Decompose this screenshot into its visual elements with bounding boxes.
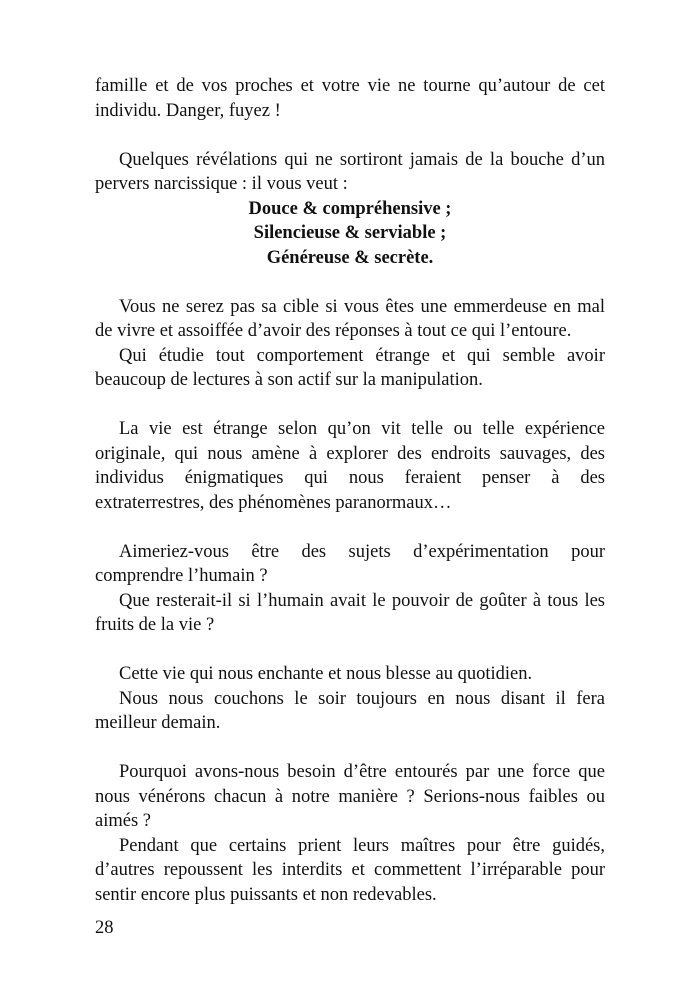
paragraph-8: Cette vie qui nous enchante et nous blesse au quotidien. [119, 664, 533, 684]
paragraph-5: La vie est étrange selon qu’on vit telle ou telle expérience originale, qui nous amène à explorer des endroits sauvages, des individus énigmatiques qui nous feraient penser à des extraterrestres, des phénomènes paranormaux… [95, 419, 605, 513]
list-item-1: Douce & compréhensive ; [248, 198, 452, 219]
paragraph-11: Pendant que certains prient leurs maîtres pour être guidés, d’autres repoussent les interdits et commettent l’irréparable pour sentir encore plus puissants et non redevables. [95, 835, 605, 905]
paragraph-gap [95, 515, 605, 540]
list-item-2: Silencieuse & serviable ; [253, 223, 447, 243]
paragraph-4: Qui étudie tout comportement étrange et qui semble avoir beaucoup de lectures à son actif sur la manipulation. [95, 345, 605, 390]
paragraph-gap [95, 270, 605, 295]
paragraph-1: famille et de vos proches et votre vie ne tourne qu’autour de cet individu. Danger, fuyez ! [95, 76, 605, 121]
paragraph-6: Aimeriez-vous être des sujets d’expérimentation pour comprendre l’humain ? [95, 541, 605, 586]
paragraph-7: Que resterait-il si l’humain avait le pouvoir de goûter à tous les fruits de la vie ? [95, 590, 605, 635]
paragraph-9: Nous nous couchons le soir toujours en nous disant il fera meilleur demain. [95, 688, 605, 733]
paragraph-3: Vous ne serez pas sa cible si vous êtes une emmerdeuse en mal de vivre et assoiffée d’avoir des réponses à tout ce qui l’entoure. [95, 296, 605, 341]
page-body [95, 74, 605, 907]
paragraph-gap [95, 123, 605, 148]
paragraph-gap [95, 736, 605, 761]
paragraph-10: Pourquoi avons-nous besoin d’être entourés par une force que nous vénérons chacun à notre manière ? Serions-nous faibles ou aimés ? [95, 762, 605, 831]
paragraph-gap [95, 393, 605, 418]
paragraph-gap [95, 638, 605, 663]
page-number: 28 [95, 918, 114, 938]
list-item-3: Généreuse & secrète. [266, 247, 434, 268]
paragraph-2: Quelques révélations qui ne sortiront jamais de la bouche d’un pervers narcissique : il vous veut : [95, 149, 605, 194]
